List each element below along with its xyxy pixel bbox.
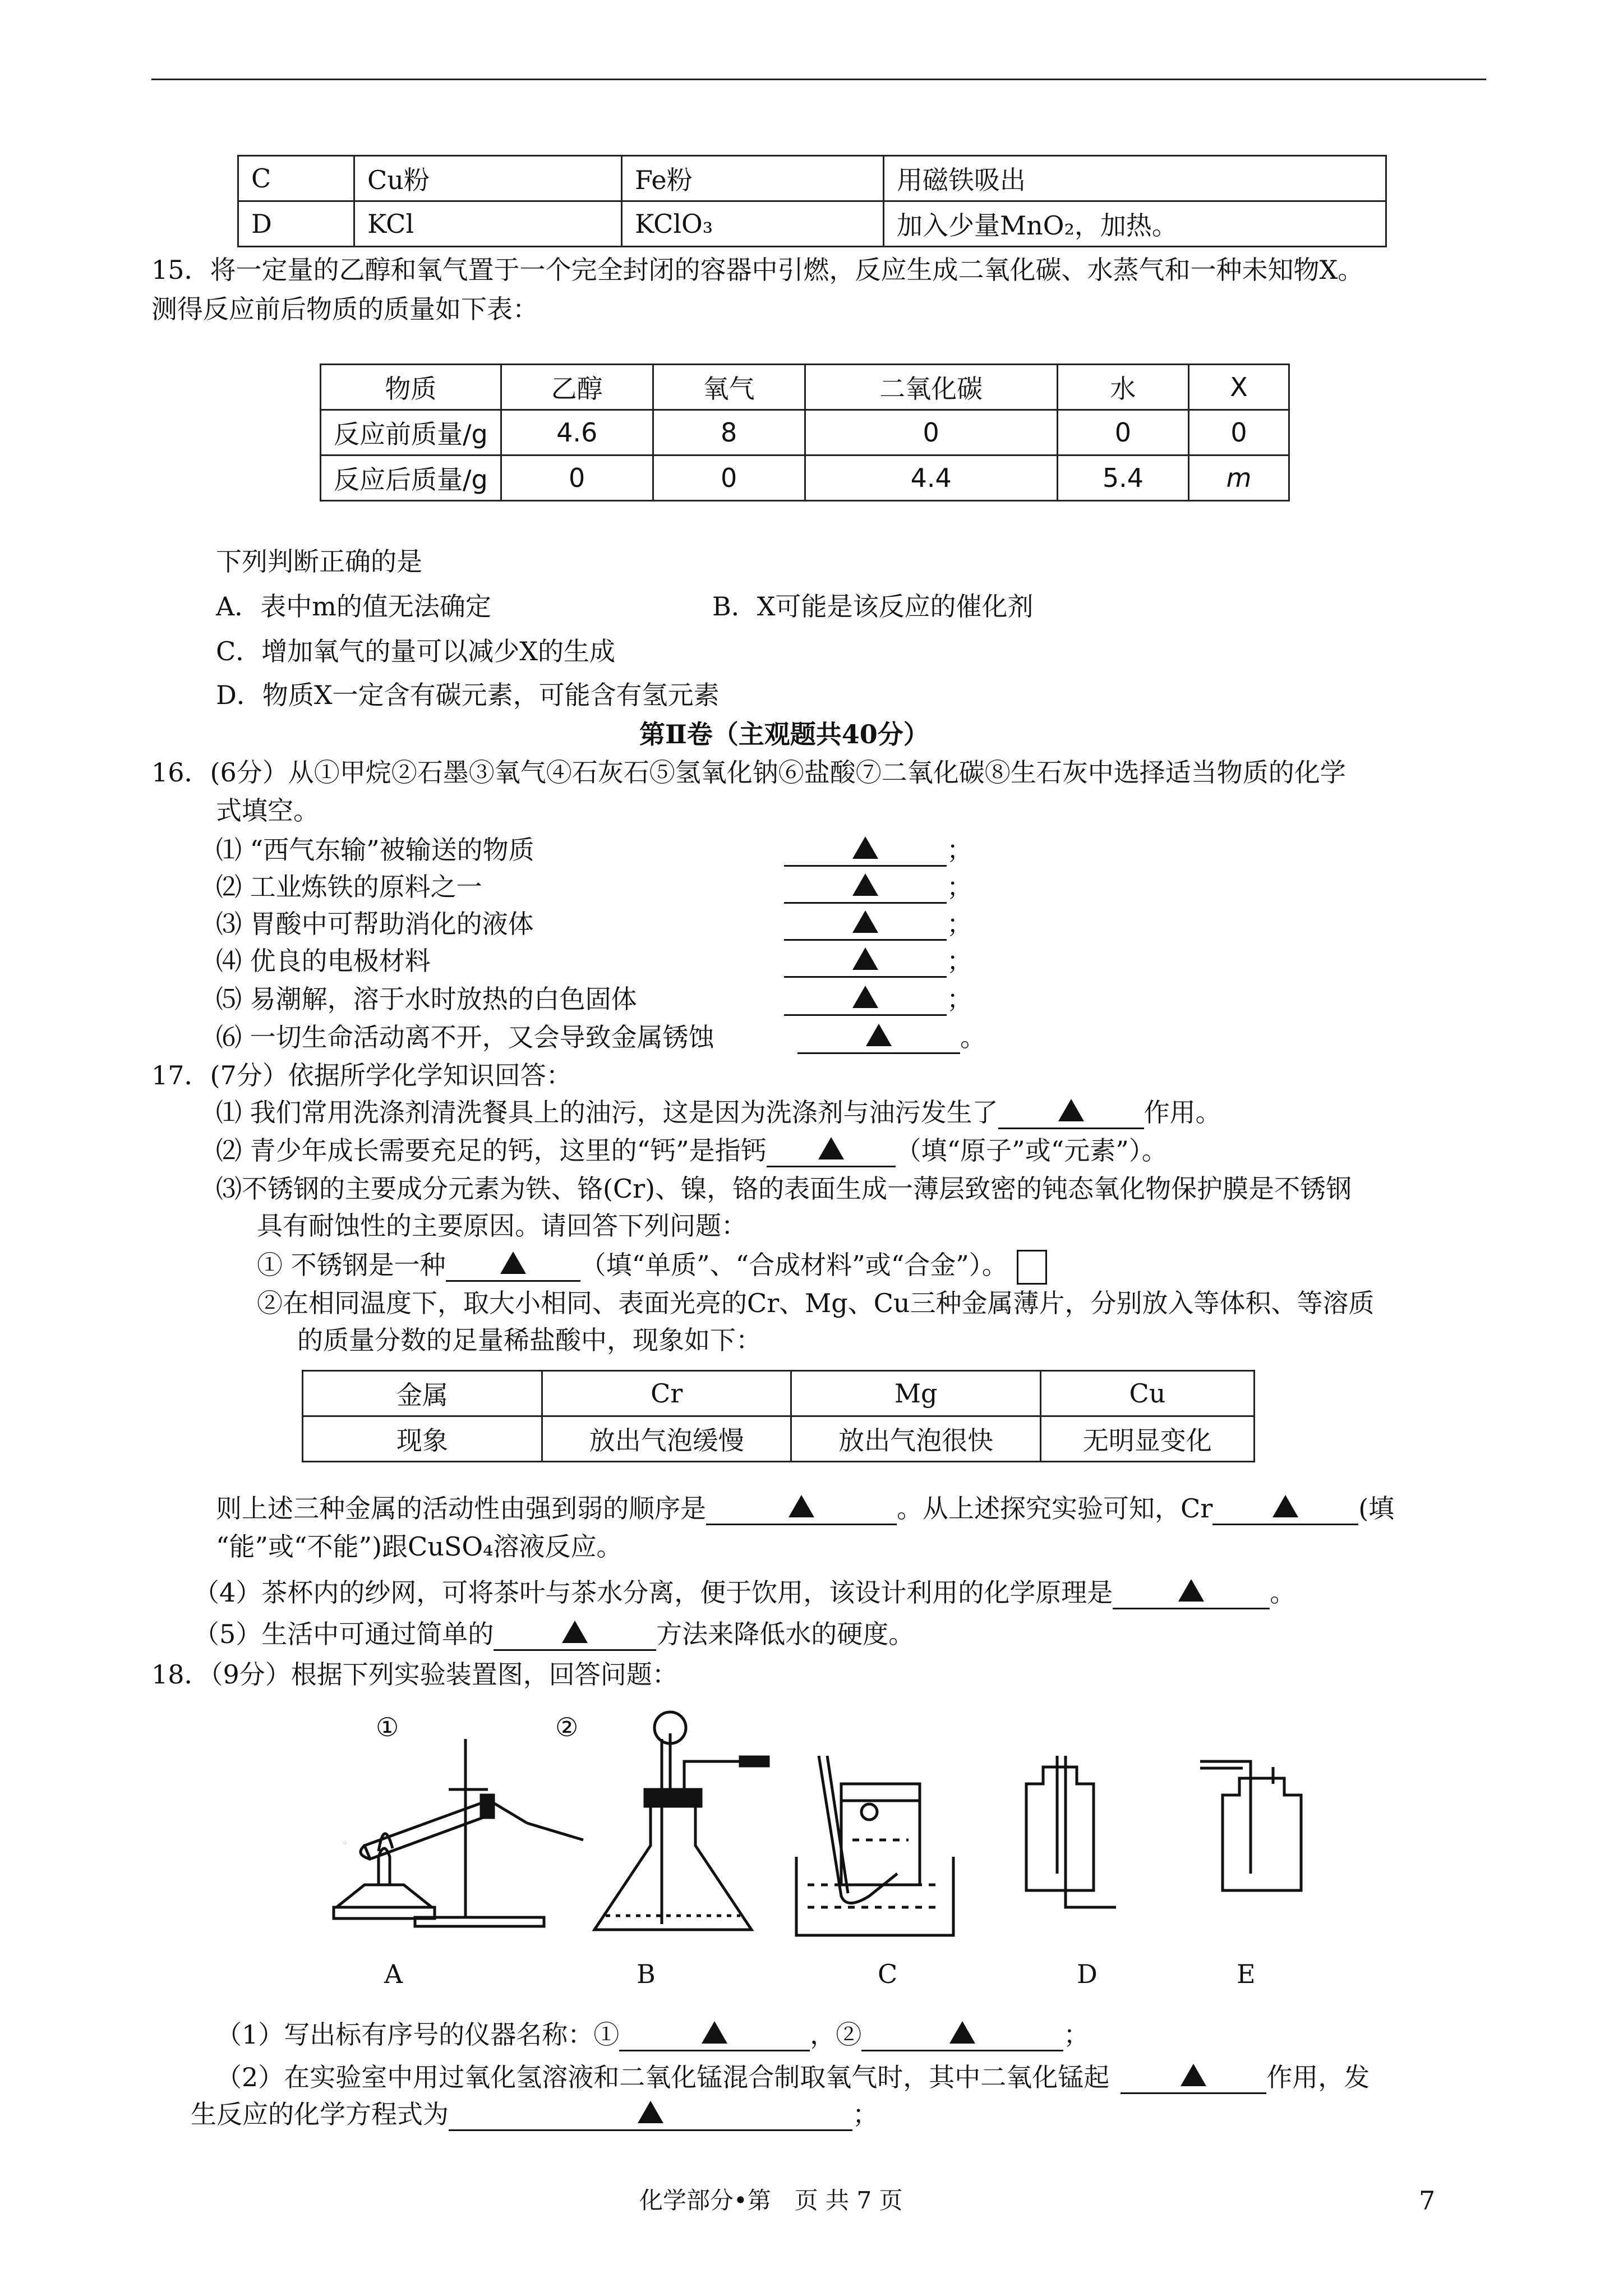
table-row — [238, 201, 1386, 247]
answer-blank[interactable] — [494, 1619, 656, 1651]
triangle-icon — [852, 947, 878, 970]
apparatus-label-d: D — [1077, 1959, 1098, 1986]
triangle-icon — [866, 1024, 892, 1046]
apparatus-label-e: E — [1237, 1959, 1256, 1986]
triangle-icon — [702, 2021, 727, 2044]
q18-line1: 18．（9分）根据下列实验装置图，回答问题： — [151, 1659, 678, 1690]
answer-blank[interactable]: ； — [784, 942, 972, 979]
answer-blank[interactable] — [1121, 2062, 1266, 2094]
table-cell: 4.4 — [805, 455, 1057, 501]
table-cell: 二氧化碳 — [805, 365, 1057, 410]
triangle-icon — [500, 1251, 526, 1274]
answer-blank[interactable]: 。 — [797, 1019, 986, 1056]
answer-blank[interactable]: ； — [784, 868, 972, 905]
apparatus-c — [796, 1756, 953, 1935]
q17-sub2-line2: 的质量分数的足量稀盐酸中，现象如下： — [297, 1325, 762, 1355]
q15-table — [320, 364, 1290, 501]
triangle-icon — [852, 986, 878, 1008]
q17-line1: 17．(7分）依据所学化学知识回答： — [151, 1060, 572, 1091]
q17-table — [302, 1370, 1255, 1462]
q16-item: ⑶ 胃酸中可帮助消化的液体 — [216, 909, 534, 939]
q16-item: ⑹ 一切生命活动离不开，又会导致金属锈蚀 — [216, 1022, 714, 1052]
table-cell: Cu — [1040, 1371, 1254, 1416]
q18-item2-line1: （2）在实验室中用过氧化氢溶液和二氧化锰混合制取氧气时，其中二氧化锰起 作用，发 — [216, 2059, 1370, 2096]
table-cell: 0 — [805, 410, 1057, 455]
q17-item5: （5）生活中可通过简单的 方法来降低水的硬度。 — [193, 1616, 914, 1653]
triangle-icon — [852, 910, 878, 933]
q15-option-b: B．X可能是该反应的催化剂 — [712, 591, 1034, 622]
table-cell: 反应前质量/g — [321, 410, 501, 455]
table-cell: 4.6 — [501, 410, 653, 455]
table-cell: 0 — [1189, 410, 1289, 455]
q16-item: ⑴ “西气东输”被输送的物质 — [216, 835, 534, 865]
answer-blank[interactable] — [449, 2099, 852, 2131]
answer-blank[interactable] — [619, 2019, 810, 2051]
q18-item2-line2: 生反应的化学方程式为 ； — [191, 2096, 878, 2133]
q17-item1: ⑴ 我们常用洗涤剂清洗餐具上的油污，这是因为洗涤剂与油污发生了 作用。 — [216, 1094, 1221, 1131]
top-table — [237, 155, 1387, 247]
table-cell: C — [238, 156, 354, 201]
triangle-icon — [1272, 1495, 1298, 1517]
apparatus-a — [334, 1739, 583, 1926]
triangle-icon — [1058, 1099, 1084, 1121]
triangle-icon — [852, 836, 878, 859]
q16-item: ⑷ 优良的电极材料 — [216, 946, 431, 976]
triangle-icon — [562, 1621, 588, 1643]
q18-item1: （1）写出标有序号的仪器名称：① ，② ； — [216, 2016, 1089, 2053]
table-cell: 放出气泡缓慢 — [542, 1416, 791, 1462]
apparatus-diagram — [303, 1705, 1324, 1986]
q15-line2: 测得反应前后物质的质量如下表： — [151, 294, 538, 324]
q17-item3-line2: 具有耐蚀性的主要原因。请回答下列问题： — [257, 1211, 747, 1241]
answer-blank[interactable]: ； — [784, 905, 972, 942]
table-cell: KCl — [354, 201, 622, 247]
apparatus-label-b: B — [637, 1959, 656, 1986]
q15-prompt: 下列判断正确的是 — [216, 546, 422, 577]
table-cell: D — [238, 201, 354, 247]
triangle-icon — [638, 2101, 663, 2123]
table-cell: 加入少量MnO₂，加热。 — [884, 201, 1386, 247]
table-cell: 无明显变化 — [1040, 1416, 1254, 1462]
answer-blank[interactable] — [998, 1097, 1144, 1129]
table-cell: 用磁铁吸出 — [884, 156, 1386, 201]
table-cell: 8 — [653, 410, 805, 455]
apparatus-d — [1026, 1756, 1116, 1907]
table-cell: 反应后质量/g — [321, 455, 501, 501]
table-row — [321, 365, 1289, 410]
q17-item2: ⑵ 青少年成长需要充足的钙，这里的“钙”是指钙 （填“原子”或“元素”）。 — [216, 1132, 1168, 1169]
table-cell: 金属 — [303, 1371, 542, 1416]
section-title: 第Ⅱ卷（主观题共40分） — [639, 719, 929, 749]
table-cell: 0 — [501, 455, 653, 501]
triangle-icon — [949, 2021, 975, 2044]
table-cell: 水 — [1057, 365, 1188, 410]
apparatus-e — [1200, 1761, 1301, 1890]
page-footer: 化学部分•第 页 共 7 页 — [639, 2187, 903, 2214]
triangle-icon — [852, 873, 878, 896]
apparatus-mark-2: ② — [555, 1712, 579, 1742]
apparatus-label-a: A — [384, 1959, 403, 1986]
page-number: 7 — [1419, 2185, 1436, 2216]
q17-sub2-line1: ②在相同温度下，取大小相同、表面光亮的Cr、Mg、Cu三种金属薄片，分别放入等体积、等溶质 — [257, 1288, 1375, 1318]
answer-blank[interactable] — [446, 1250, 580, 1282]
apparatus-label-c: C — [878, 1959, 898, 1986]
triangle-icon — [1181, 2064, 1206, 2086]
checkbox-square — [1017, 1250, 1047, 1285]
table-row — [303, 1371, 1255, 1416]
q16-item: ⑸ 易潮解，溶于水时放热的白色固体 — [216, 984, 637, 1014]
answer-blank[interactable] — [1212, 1493, 1358, 1525]
answer-blank[interactable] — [767, 1135, 896, 1167]
answer-blank[interactable]: ； — [784, 831, 972, 868]
header-rule — [151, 79, 1486, 80]
table-row — [238, 156, 1386, 201]
table-cell: 0 — [653, 455, 805, 501]
table-cell: Fe粉 — [622, 156, 884, 201]
q17-item4: （4）茶杯内的纱网，可将茶叶与茶水分离，便于饮用，该设计利用的化学原理是 。 — [193, 1574, 1295, 1611]
table-cell: 5.4 — [1057, 455, 1188, 501]
apparatus-mark-1: ① — [376, 1712, 399, 1742]
triangle-icon — [1178, 1579, 1204, 1602]
table-cell: 物质 — [321, 365, 501, 410]
answer-blank[interactable] — [706, 1493, 897, 1525]
q16-item: ⑵ 工业炼铁的原料之一 — [216, 872, 482, 902]
apparatus-b — [594, 1712, 768, 1930]
table-cell: 氧气 — [653, 365, 805, 410]
q15-option-c: C．增加氧气的量可以减少X的生成 — [216, 636, 615, 666]
table-cell: Cr — [542, 1371, 791, 1416]
table-cell: m — [1189, 455, 1289, 501]
table-cell: Mg — [791, 1371, 1040, 1416]
answer-blank[interactable] — [861, 2019, 1063, 2051]
table-cell: Cu粉 — [354, 156, 622, 201]
table-row — [321, 410, 1289, 455]
q17-order-line2: “能”或“不能”)跟CuSO₄溶液反应。 — [216, 1531, 623, 1562]
answer-blank[interactable] — [1113, 1577, 1270, 1609]
answer-blank[interactable]: ； — [784, 981, 972, 1018]
q15-option-a: A．表中m的值无法确定 — [216, 591, 491, 622]
table-cell: 乙醇 — [501, 365, 653, 410]
triangle-icon — [789, 1495, 814, 1517]
triangle-icon — [818, 1137, 844, 1159]
table-cell: 现象 — [303, 1416, 542, 1462]
q17-sub1: ① 不锈钢是一种 （填“单质”、“合成材料”或“合金”）。 — [257, 1246, 1047, 1285]
table-row — [303, 1416, 1255, 1462]
q16-line2: 式填空。 — [216, 795, 319, 826]
q15-line1: 15．将一定量的乙醇和氧气置于一个完全封闭的容器中引燃，反应生成二氧化碳、水蒸气和一种未知物X。 — [151, 255, 1364, 285]
q17-order-line: 则上述三种金属的活动性由强到弱的顺序是 。从上述探究实验可知，Cr (填 — [216, 1490, 1394, 1527]
table-row — [321, 455, 1289, 501]
q16-line1: 16．(6分）从①甲烷②石墨③氧气④石灰石⑤氢氧化钠⑥盐酸⑦二氧化碳⑧生石灰中选择适当物质的化学 — [151, 757, 1346, 788]
table-cell: KClO₃ — [622, 201, 884, 247]
q15-option-d: D．物质X一定含有碳元素，可能含有氢元素 — [216, 680, 720, 710]
table-cell: 放出气泡很快 — [791, 1416, 1040, 1462]
table-cell: X — [1189, 365, 1289, 410]
table-cell: 0 — [1057, 410, 1188, 455]
q17-item3-line1: ⑶不锈钢的主要成分元素为铁、铬(Cr)、镍，铬的表面生成一薄层致密的钝态氧化物保护膜是不锈钢 — [216, 1174, 1352, 1204]
